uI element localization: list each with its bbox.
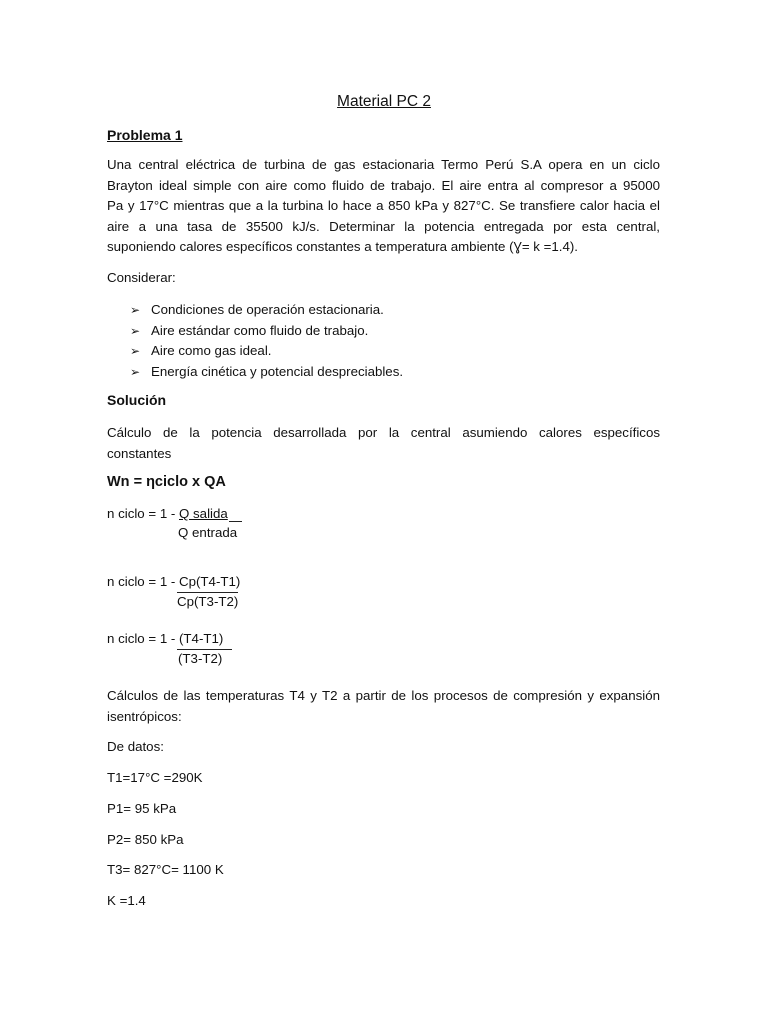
problem-heading: Problema 1 — [107, 127, 183, 143]
considerations-list — [130, 300, 403, 382]
list-item — [130, 362, 403, 383]
data-label: De datos: — [107, 739, 164, 754]
consideration-text: Aire como gas ideal. — [151, 343, 272, 358]
equation-1-lhs: n ciclo = 1 - — [107, 506, 176, 521]
consideration-text: Condiciones de operación estacionaria. — [151, 302, 384, 317]
arrow-bullet-icon: ➢ — [130, 303, 141, 317]
arrow-bullet-icon: ➢ — [130, 344, 141, 358]
equation-1-denominator: Q entrada — [178, 525, 238, 540]
solution-intro-line: Cálculo de la potencia desarrollada por la central asumiendo calores específicos — [107, 425, 660, 440]
consideration-text: Energía cinética y potencial despreciables. — [151, 363, 404, 379]
consider-label: Considerar: — [107, 270, 176, 285]
consideration-text: Aire estándar como fluido de trabajo. — [151, 322, 369, 338]
statement-line: Pa y 17°C mientras que a la turbina lo hace a 850 kPa y 827°C. Se transfiere calor hacia el — [107, 198, 660, 213]
statement-line: aire a una tasa de 35500 kJ/s. Determinar la potencia entregada por esta central, — [107, 218, 660, 234]
problem-statement — [107, 155, 660, 258]
main-formula: Wn = ηciclo x QA — [107, 474, 226, 490]
list-item — [130, 300, 403, 321]
statement-line: Una central eléctrica de turbina de gas estacionaria Termo Perú S.A opera en un ciclo — [107, 157, 660, 172]
fraction-bar — [229, 521, 242, 522]
solution-heading: Solución — [107, 392, 167, 408]
fraction-bar — [177, 592, 238, 593]
data-item: P2= 850 kPa — [107, 832, 184, 847]
temperatures-intro-line: isentrópicos: — [107, 708, 182, 724]
statement-line: Brayton ideal simple con aire como fluido de trabajo. El aire entra al compresor a 95000 — [107, 177, 660, 193]
equation-2-numerator: Cp(T4-T1) — [179, 574, 241, 589]
data-item: T3= 827°C= 1100 K — [107, 862, 224, 877]
equation-2-lhs: n ciclo = 1 - — [107, 574, 176, 589]
equation-3-lhs: n ciclo = 1 - — [107, 631, 176, 646]
fraction-bar — [177, 649, 232, 650]
list-item — [130, 341, 403, 362]
solution-intro — [107, 423, 660, 464]
equation-2-denominator: Cp(T3-T2) — [177, 594, 239, 609]
list-item — [130, 321, 403, 342]
equation-3-denominator: (T3-T2) — [178, 651, 223, 666]
arrow-bullet-icon: ➢ — [130, 323, 141, 338]
data-item: P1= 95 kPa — [107, 801, 177, 816]
data-item: T1=17°C =290K — [107, 770, 203, 785]
document-title: Material PC 2 — [337, 93, 431, 110]
temperatures-intro — [107, 686, 660, 727]
statement-line: suponiendo calores específicos constantes a temperatura ambiente (Ɣ= k =1.4). — [107, 239, 579, 254]
arrow-bullet-icon: ➢ — [130, 364, 141, 379]
solution-intro-line: constantes — [107, 445, 172, 461]
temperatures-intro-line: Cálculos de las temperaturas T4 y T2 a partir de los procesos de compresión y expansión — [107, 688, 660, 703]
equation-1-numerator: Q salida — [179, 506, 228, 521]
equation-3-numerator: (T4-T1) — [179, 631, 224, 646]
data-item: K =1.4 — [107, 893, 146, 908]
